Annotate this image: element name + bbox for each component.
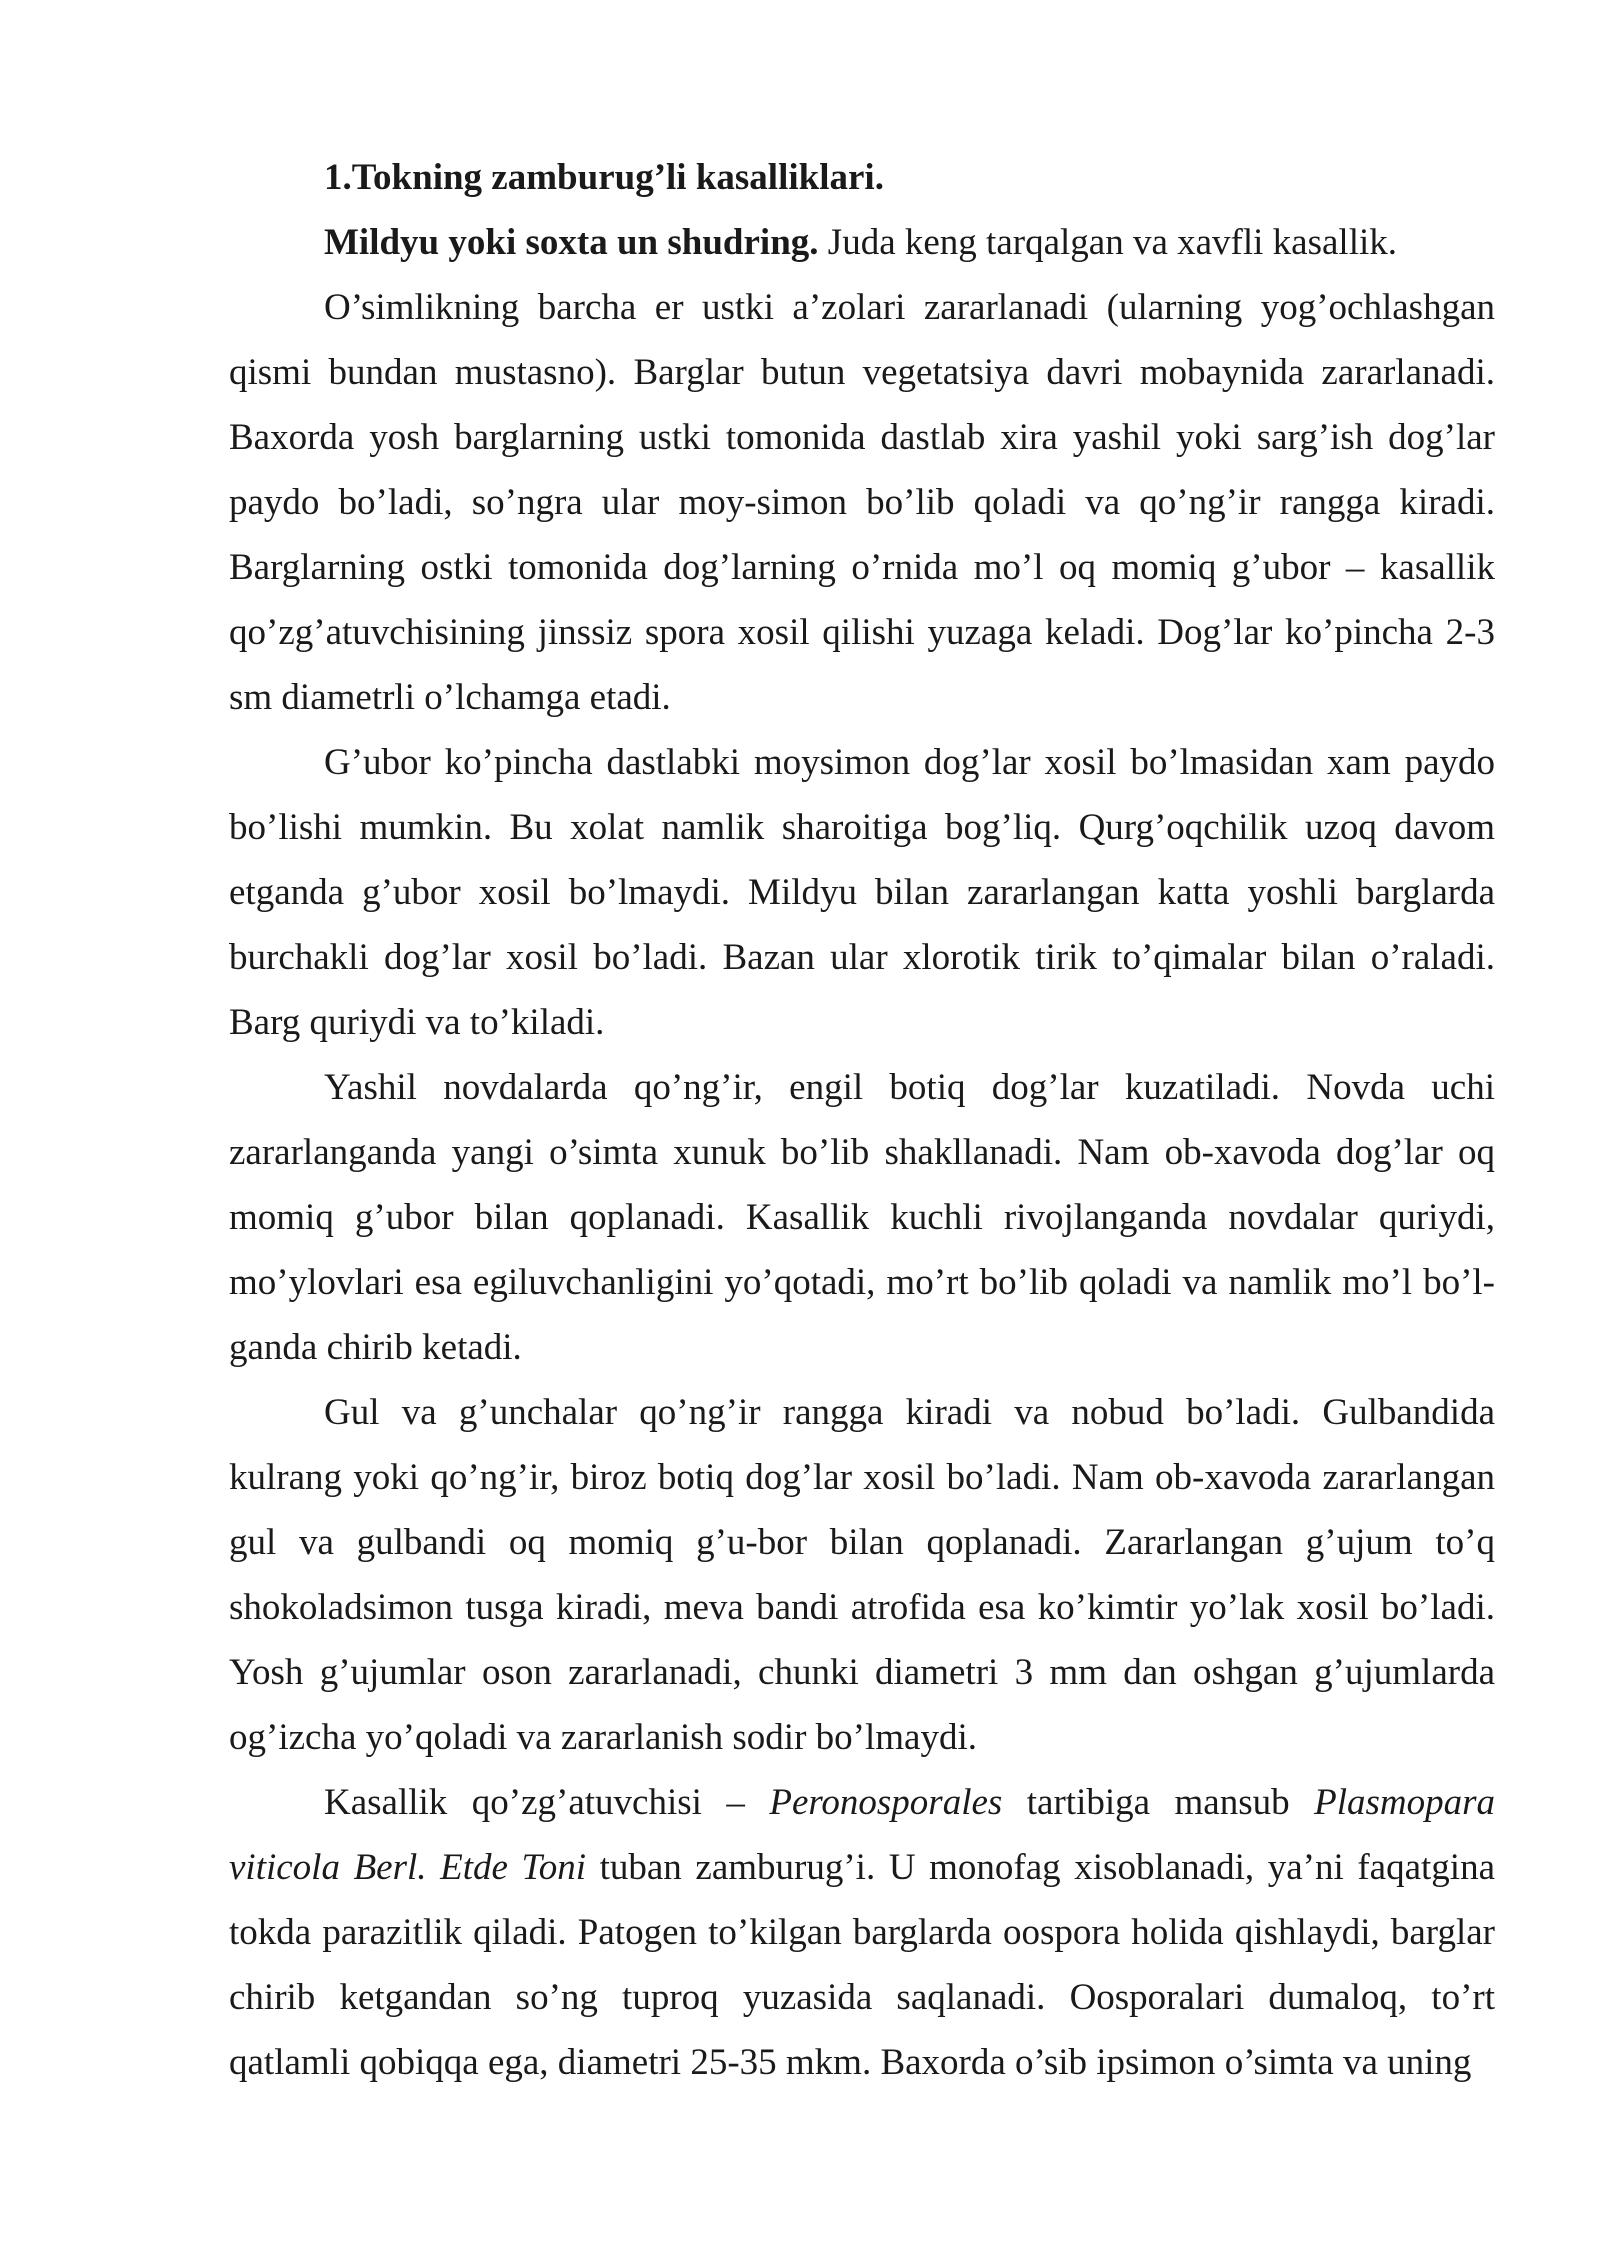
- pathogen-text-1: Kasallik qo’zg’atuvchisi –: [324, 1782, 770, 1823]
- disease-intro-text: Juda keng tarqalgan va xavfli kasallik.: [818, 222, 1397, 263]
- paragraph-pathogen: [229, 1770, 1495, 2095]
- paragraph-shoots: Yashil novdalarda qo’ng’ir, engil botiq dog’lar kuzatiladi. Novda uchi zararlanganda yangi o’simta xunuk bo’lib shakllanadi. Nam ob-xavoda dog’lar oq momiq g’ubor bilan qoplanadi. Kasallik kuchli rivojlanganda novdalar quriydi, mo’ylovlari esa egiluvchanligini yo’qotadi, mo’rt bo’lib qoladi va namlik mo’l bo’l-ganda chirib ketadi.: [229, 1067, 1495, 1368]
- order-name: Peronosporales: [769, 1782, 1003, 1823]
- document-page: [229, 145, 1495, 2095]
- section-heading: 1.Tokning zamburug’li kasalliklari.: [324, 157, 884, 198]
- pathogen-text-2: tartibiga mansub: [1002, 1782, 1315, 1823]
- pathogen-text-3: tuban zamburug’i. U monofag xisoblanadi, ya’ni faqatgina tokda parazitlik qiladi. Patogen to’kilgan barglarda oospora holida qishlaydi, barglar chirib ketgandan so’ng tuproq yuzasida saqlanadi. Oosporalari dumaloq, to’rt qatlamli qobiqqa ega, diametri 25-35 mkm. Baxorda o’sib ipsimon o’simta va uning: [229, 1847, 1495, 2083]
- paragraph-flowers: Gul va g’unchalar qo’ng’ir rangga kiradi va nobud bo’ladi. Gulbandida kulrang yoki qo’ng’ir, biroz botiq dog’lar xosil bo’ladi. Nam ob-xavoda zararlangan gul va gulbandi oq momiq g’u-bor bilan qoplanadi. Zararlangan g’ujum to’q shokoladsimon tusga kiradi, meva bandi atrofida esa ko’kimtir yo’lak xosil bo’ladi. Yosh g’ujumlar oson zararlanadi, chunki diametri 3 mm dan oshgan g’ujumlarda og’izcha yo’qoladi va zararlanish sodir bo’lmaydi.: [229, 1392, 1495, 1758]
- species-name: Plasmopara viticola Berl. Etde Toni: [229, 1782, 1496, 1888]
- disease-name: Mildyu yoki soxta un shudring.: [324, 222, 819, 263]
- paragraph-coating: G’ubor ko’pincha dastlabki moysimon dog’lar xosil bo’lmasidan xam paydo bo’lishi mumkin. Bu xolat namlik sharoitiga bog’liq. Qurg’oqchilik uzoq davom etganda g’ubor xosil bo’lmaydi. Mildyu bilan zararlangan katta yoshli barglarda burchakli dog’lar xosil bo’ladi. Bazan ular xlorotik tirik to’qimalar bilan o’raladi. Barg quriydi va to’kiladi.: [229, 742, 1495, 1043]
- paragraph-leaf-symptoms: O’simlikning barcha er ustki a’zolari zararlanadi (ularning yog’ochlashgan qismi bundan mustasno). Barglar butun vegetatsiya davri mobaynida zararlanadi. Baxorda yosh barglarning ustki tomonida dastlab xira yashil yoki sarg’ish dog’lar paydo bo’ladi, so’ngra ular moy-simon bo’lib qoladi va qo’ng’ir rangga kiradi. Barglarning ostki tomonida dog’larning o’rnida mo’l oq momiq g’ubor – kasallik qo’zg’atuvchisining jinssiz spora xosil qilishi yuzaga keladi. Dog’lar ko’pincha 2-3 sm diametrli o’lchamga etadi.: [229, 287, 1495, 718]
- paragraph-mildyu-intro: [229, 210, 1495, 275]
